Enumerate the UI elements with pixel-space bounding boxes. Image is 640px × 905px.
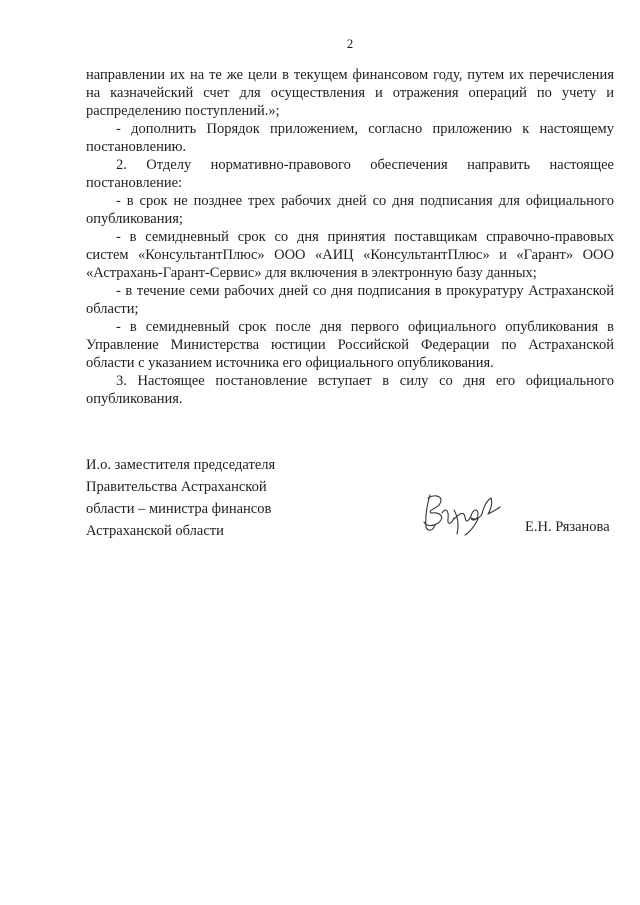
paragraph-publication-deadline: - в срок не позднее трех рабочих дней со дня подписания для официального опубликования; bbox=[86, 193, 614, 227]
signer-name: Е.Н. Рязанова bbox=[525, 519, 610, 535]
paragraph-legal-systems: - в семидневный срок со дня принятия поставщикам справочно-правовых систем «КонсультантПлюс» ООО «АИЦ «КонсультантПлюс» и «Гарант» ООО «Астрахань-Гарант-Сервис» для включения в электронную базу данных; bbox=[86, 229, 614, 281]
signatory-position bbox=[86, 454, 275, 542]
paragraph-ministry-of-justice: - в семидневный срок после дня первого официального опубликования в Управление Министерства юстиции Российской Федерации по Астраханской области с указанием источника его официального опубликования. bbox=[86, 319, 614, 371]
signatory-position-line: Правительства Астраханской bbox=[86, 479, 267, 495]
paragraph-add-appendix: - дополнить Порядок приложением, согласно приложению к настоящему постановлению. bbox=[86, 121, 614, 155]
paragraph-continuation: направлении их на те же цели в текущем финансовом году, путем их перечисления на казначейский счет для осуществления и отражения операций по учету и распределению поступлений.»; bbox=[86, 67, 614, 119]
signatory-position-line: области – министра финансов bbox=[86, 501, 272, 517]
paragraph-item-2: 2. Отделу нормативно-правового обеспечения направить настоящее постановление: bbox=[86, 157, 614, 191]
document-body bbox=[86, 66, 614, 408]
signatory-position-line: И.о. заместителя председателя bbox=[86, 457, 276, 473]
paragraph-prosecutor: - в течение семи рабочих дней со дня подписания в прокуратуру Астраханской области; bbox=[86, 283, 614, 317]
handwritten-signature bbox=[418, 489, 506, 537]
paragraph-item-3: 3. Настоящее постановление вступает в силу со дня его официального опубликования. bbox=[86, 373, 614, 407]
page-number: 2 bbox=[346, 36, 354, 51]
signatory-position-line: Астраханской области bbox=[86, 523, 224, 539]
